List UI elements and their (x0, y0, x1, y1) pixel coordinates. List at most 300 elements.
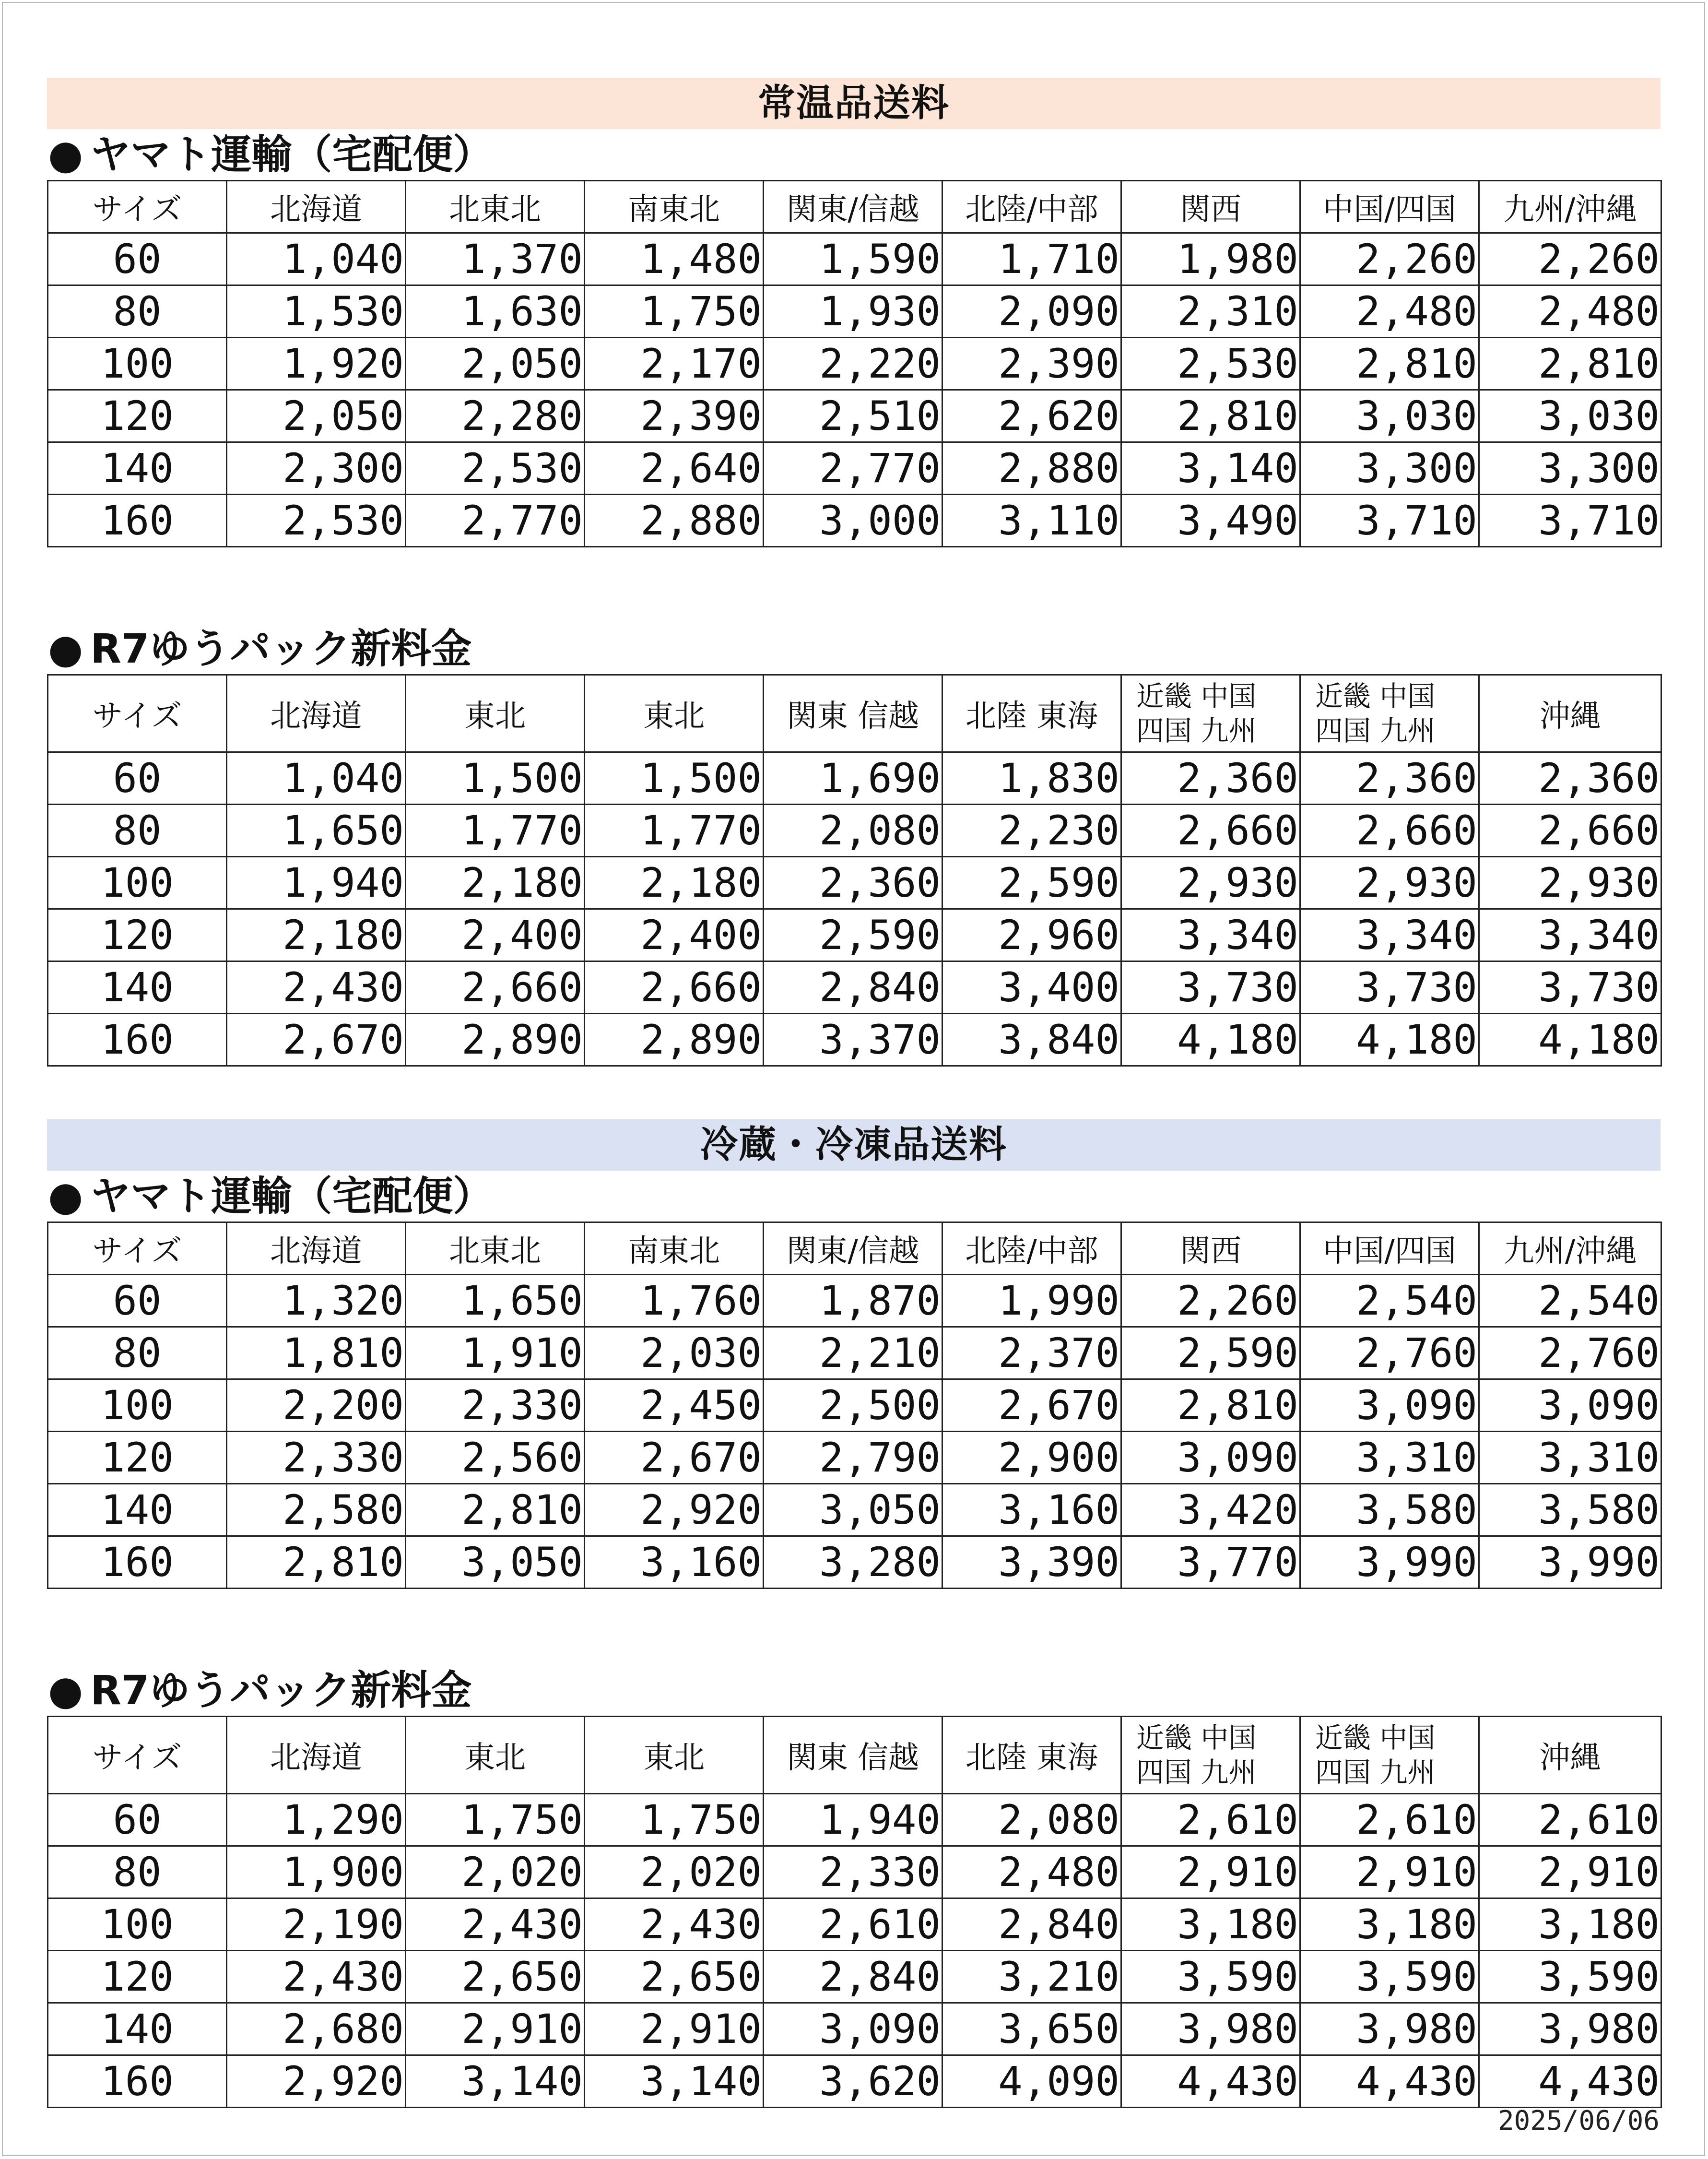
rate-cell: 2,910 (1300, 1846, 1479, 1898)
table-row (48, 961, 1661, 1014)
heading-text: ヤマト運輸（宅配便） (90, 131, 494, 178)
region-column-header: 九州/沖縄 (1479, 1222, 1661, 1275)
rate-cell: 3,980 (1300, 2003, 1479, 2055)
rate-cell: 1,760 (585, 1275, 764, 1327)
rate-cell: 4,090 (942, 2055, 1121, 2108)
table-row (48, 1432, 1661, 1484)
rate-cell: 2,280 (406, 390, 585, 442)
region-column-header: 南東北 (585, 1222, 764, 1275)
region-column-header: 九州/沖縄 (1479, 181, 1661, 233)
rate-cell: 2,810 (1121, 1379, 1300, 1432)
rate-cell: 2,050 (406, 338, 585, 390)
rate-cell: 2,260 (1300, 233, 1479, 285)
rate-cell: 1,500 (585, 752, 764, 805)
chilled-frozen-shipping-banner: 冷蔵・冷凍品送料 (47, 1119, 1661, 1171)
region-column-header: 東北 (406, 1717, 585, 1794)
rate-cell: 3,580 (1479, 1484, 1661, 1536)
size-column-header: サイズ (48, 1222, 227, 1275)
rate-cell: 3,090 (1121, 1432, 1300, 1484)
size-cell: 140 (48, 961, 227, 1014)
size-cell: 140 (48, 2003, 227, 2055)
rate-cell: 2,480 (1479, 285, 1661, 338)
region-column-header: 東北 (585, 675, 764, 752)
bullet-icon: ● (48, 1173, 83, 1220)
table-row (48, 1951, 1661, 2003)
table-row (48, 1275, 1661, 1327)
header-line: 四国 九州 (1136, 1756, 1257, 1789)
rate-cell: 2,080 (942, 1794, 1121, 1846)
rate-cell: 2,390 (942, 338, 1121, 390)
table-row (48, 390, 1661, 442)
rate-cell: 3,050 (406, 1536, 585, 1589)
shipping-rate-document (47, 78, 1661, 2108)
size-cell: 160 (48, 2055, 227, 2108)
rate-cell: 3,030 (1300, 390, 1479, 442)
rate-cell: 2,660 (1479, 805, 1661, 857)
size-cell: 120 (48, 909, 227, 961)
rate-cell: 4,430 (1479, 2055, 1661, 2108)
rate-cell: 2,220 (764, 338, 942, 390)
region-column-header (1300, 1717, 1479, 1794)
table-row (48, 2055, 1661, 2108)
rate-cell: 2,330 (406, 1379, 585, 1432)
rate-cell: 2,910 (1121, 1846, 1300, 1898)
header-row (48, 1717, 1661, 1794)
rate-cell: 2,170 (585, 338, 764, 390)
size-cell: 100 (48, 857, 227, 909)
rate-cell: 3,590 (1300, 1951, 1479, 2003)
bullet-icon: ● (48, 131, 83, 178)
rate-cell: 2,890 (406, 1014, 585, 1066)
rate-cell: 1,710 (942, 233, 1121, 285)
size-cell: 60 (48, 233, 227, 285)
rate-cell: 2,610 (1479, 1794, 1661, 1846)
rate-cell: 2,880 (942, 442, 1121, 495)
table-row (48, 1484, 1661, 1536)
rate-cell: 2,900 (942, 1432, 1121, 1484)
rate-cell: 2,540 (1479, 1275, 1661, 1327)
rate-cell: 1,920 (227, 338, 406, 390)
rate-cell: 3,710 (1300, 495, 1479, 547)
table-row (48, 285, 1661, 338)
rate-cell: 1,370 (406, 233, 585, 285)
rate-cell: 3,390 (942, 1536, 1121, 1589)
yupack-heading (47, 623, 1661, 674)
rate-cell: 3,590 (1121, 1951, 1300, 2003)
size-cell: 60 (48, 1794, 227, 1846)
rate-cell: 2,330 (764, 1846, 942, 1898)
rate-cell: 2,180 (227, 909, 406, 961)
rate-cell: 3,580 (1300, 1484, 1479, 1536)
rate-cell: 1,320 (227, 1275, 406, 1327)
rate-cell: 1,590 (764, 233, 942, 285)
header-row (48, 181, 1661, 233)
rate-cell: 3,400 (942, 961, 1121, 1014)
rate-cell: 2,590 (1121, 1327, 1300, 1379)
rate-cell: 2,360 (1121, 752, 1300, 805)
rate-cell: 3,090 (1479, 1379, 1661, 1432)
header-line: 四国 九州 (1136, 714, 1257, 747)
rate-cell: 2,300 (227, 442, 406, 495)
size-cell: 80 (48, 285, 227, 338)
size-column-header: サイズ (48, 1717, 227, 1794)
region-column-header: 沖縄 (1479, 675, 1661, 752)
rate-cell: 3,030 (1479, 390, 1661, 442)
rate-cell: 3,300 (1300, 442, 1479, 495)
region-column-header: 北海道 (227, 675, 406, 752)
yupack-heading (47, 1665, 1661, 1716)
size-cell: 60 (48, 1275, 227, 1327)
rate-cell: 2,430 (406, 1898, 585, 1951)
rate-cell: 2,810 (1479, 338, 1661, 390)
rate-cell: 2,810 (1121, 390, 1300, 442)
table-row (48, 752, 1661, 805)
rate-cell: 2,840 (764, 961, 942, 1014)
rate-cell: 2,670 (942, 1379, 1121, 1432)
region-column-header: 中国/四国 (1300, 181, 1479, 233)
rate-cell: 4,180 (1121, 1014, 1300, 1066)
rate-cell: 2,370 (942, 1327, 1121, 1379)
rate-cell: 2,910 (1479, 1846, 1661, 1898)
size-cell: 160 (48, 1014, 227, 1066)
rate-cell: 2,090 (942, 285, 1121, 338)
size-cell: 100 (48, 338, 227, 390)
size-column-header: サイズ (48, 181, 227, 233)
rate-cell: 2,790 (764, 1432, 942, 1484)
rate-cell: 2,180 (406, 857, 585, 909)
rate-cell: 1,530 (227, 285, 406, 338)
rate-cell: 2,590 (942, 857, 1121, 909)
rate-cell: 3,620 (764, 2055, 942, 2108)
rate-cell: 2,050 (227, 390, 406, 442)
region-column-header (1300, 675, 1479, 752)
rate-cell: 3,590 (1479, 1951, 1661, 2003)
rate-cell: 2,400 (406, 909, 585, 961)
rate-cell: 3,180 (1121, 1898, 1300, 1951)
rate-cell: 2,530 (1121, 338, 1300, 390)
rate-cell: 2,430 (227, 1951, 406, 2003)
rate-cell: 1,900 (227, 1846, 406, 1898)
rate-cell: 3,340 (1300, 909, 1479, 961)
region-column-header: 関西 (1121, 181, 1300, 233)
rate-cell: 2,910 (585, 2003, 764, 2055)
rate-cell: 2,560 (406, 1432, 585, 1484)
rate-cell: 3,180 (1300, 1898, 1479, 1951)
yupack-rate-table (47, 674, 1662, 1067)
rate-cell: 2,360 (1479, 752, 1661, 805)
rate-cell: 2,500 (764, 1379, 942, 1432)
rate-cell: 2,530 (227, 495, 406, 547)
heading-text: R7ゆうパック新料金 (90, 1667, 472, 1714)
rate-cell: 2,200 (227, 1379, 406, 1432)
rate-cell: 2,890 (585, 1014, 764, 1066)
size-cell: 120 (48, 1432, 227, 1484)
rate-cell: 2,390 (585, 390, 764, 442)
header-line: 近畿 中国 (1136, 1721, 1257, 1754)
rate-cell: 2,310 (1121, 285, 1300, 338)
rate-cell: 2,660 (406, 961, 585, 1014)
rate-cell: 2,610 (1121, 1794, 1300, 1846)
rate-cell: 2,760 (1479, 1327, 1661, 1379)
rate-cell: 2,680 (227, 2003, 406, 2055)
rate-cell: 2,610 (1300, 1794, 1479, 1846)
document-date: 2025/06/06 (1497, 2105, 1660, 2136)
rate-cell: 3,980 (1121, 2003, 1300, 2055)
size-cell: 160 (48, 1536, 227, 1589)
size-cell: 100 (48, 1379, 227, 1432)
table-row (48, 1379, 1661, 1432)
header-line: 四国 九州 (1315, 1756, 1436, 1789)
table-row (48, 857, 1661, 909)
rate-cell: 1,750 (406, 1794, 585, 1846)
size-cell: 80 (48, 1846, 227, 1898)
rate-cell: 2,840 (764, 1951, 942, 2003)
rate-cell: 2,260 (1479, 233, 1661, 285)
rate-cell: 2,660 (1121, 805, 1300, 857)
rate-cell: 2,810 (406, 1484, 585, 1536)
rate-cell: 3,710 (1479, 495, 1661, 547)
rate-cell: 2,660 (1300, 805, 1479, 857)
yupack-rate-table (47, 1716, 1662, 2108)
rate-cell: 1,500 (406, 752, 585, 805)
yamato-heading (47, 1171, 1661, 1222)
rate-cell: 3,980 (1479, 2003, 1661, 2055)
rate-cell: 3,140 (585, 2055, 764, 2108)
rate-cell: 2,610 (764, 1898, 942, 1951)
table-row (48, 1014, 1661, 1066)
rate-cell: 1,480 (585, 233, 764, 285)
rate-cell: 2,770 (764, 442, 942, 495)
rate-cell: 2,760 (1300, 1327, 1479, 1379)
rate-cell: 1,870 (764, 1275, 942, 1327)
rate-cell: 3,730 (1300, 961, 1479, 1014)
rate-cell: 1,750 (585, 285, 764, 338)
table-row (48, 1794, 1661, 1846)
rate-cell: 1,990 (942, 1275, 1121, 1327)
rate-cell: 3,300 (1479, 442, 1661, 495)
table-row (48, 1846, 1661, 1898)
rate-cell: 3,110 (942, 495, 1121, 547)
rate-cell: 3,650 (942, 2003, 1121, 2055)
header-row (48, 1222, 1661, 1275)
rate-cell: 3,340 (1121, 909, 1300, 961)
size-cell: 80 (48, 805, 227, 857)
rate-cell: 1,930 (764, 285, 942, 338)
rate-cell: 3,210 (942, 1951, 1121, 2003)
rate-cell: 2,910 (406, 2003, 585, 2055)
rate-cell: 2,540 (1300, 1275, 1479, 1327)
rate-cell: 3,090 (1300, 1379, 1479, 1432)
region-column-header: 関西 (1121, 1222, 1300, 1275)
rate-cell: 2,930 (1300, 857, 1479, 909)
rate-cell: 2,190 (227, 1898, 406, 1951)
table-row (48, 442, 1661, 495)
region-column-header: 北陸 東海 (942, 675, 1121, 752)
rate-cell: 2,480 (942, 1846, 1121, 1898)
bullet-icon: ● (48, 625, 83, 672)
rate-cell: 3,160 (585, 1536, 764, 1589)
rate-cell: 2,330 (227, 1432, 406, 1484)
rate-cell: 3,730 (1121, 961, 1300, 1014)
rate-cell: 1,290 (227, 1794, 406, 1846)
size-cell: 140 (48, 1484, 227, 1536)
region-column-header: 東北 (406, 675, 585, 752)
rate-cell: 3,770 (1121, 1536, 1300, 1589)
rate-cell: 1,040 (227, 752, 406, 805)
rate-cell: 2,020 (406, 1846, 585, 1898)
rate-cell: 3,000 (764, 495, 942, 547)
table-row (48, 2003, 1661, 2055)
rate-cell: 2,670 (227, 1014, 406, 1066)
region-column-header: 南東北 (585, 181, 764, 233)
region-column-header: 関東 信越 (764, 675, 942, 752)
region-column-header: 北東北 (406, 1222, 585, 1275)
rate-cell: 1,830 (942, 752, 1121, 805)
heading-text: ヤマト運輸（宅配便） (90, 1173, 494, 1220)
bullet-icon: ● (48, 1667, 83, 1714)
rate-cell: 1,980 (1121, 233, 1300, 285)
region-column-header: 関東/信越 (764, 181, 942, 233)
rate-cell: 1,940 (764, 1794, 942, 1846)
rate-cell: 2,810 (1300, 338, 1479, 390)
rate-cell: 3,310 (1479, 1432, 1661, 1484)
region-column-header (1121, 1717, 1300, 1794)
region-column-header: 沖縄 (1479, 1717, 1661, 1794)
region-column-header: 北陸 東海 (942, 1717, 1121, 1794)
rate-cell: 2,930 (1121, 857, 1300, 909)
region-column-header: 関東/信越 (764, 1222, 942, 1275)
rate-cell: 3,090 (764, 2003, 942, 2055)
header-line: 近畿 中国 (1315, 680, 1436, 712)
rate-cell: 1,810 (227, 1327, 406, 1379)
rate-cell: 2,650 (406, 1951, 585, 2003)
rate-cell: 4,180 (1300, 1014, 1479, 1066)
rate-cell: 2,260 (1121, 1275, 1300, 1327)
rate-cell: 3,730 (1479, 961, 1661, 1014)
rate-cell: 2,930 (1479, 857, 1661, 909)
rate-cell: 2,450 (585, 1379, 764, 1432)
rate-cell: 3,140 (406, 2055, 585, 2108)
region-column-header (1121, 675, 1300, 752)
table-row (48, 1898, 1661, 1951)
rate-cell: 3,180 (1479, 1898, 1661, 1951)
rate-cell: 2,080 (764, 805, 942, 857)
rate-cell: 3,140 (1121, 442, 1300, 495)
heading-text: R7ゆうパック新料金 (90, 625, 472, 672)
rate-cell: 2,810 (227, 1536, 406, 1589)
rate-cell: 2,530 (406, 442, 585, 495)
size-cell: 120 (48, 390, 227, 442)
size-cell: 140 (48, 442, 227, 495)
header-line: 近畿 中国 (1136, 680, 1257, 712)
rate-cell: 4,430 (1300, 2055, 1479, 2108)
rate-cell: 3,490 (1121, 495, 1300, 547)
rate-cell: 2,230 (942, 805, 1121, 857)
rate-cell: 3,370 (764, 1014, 942, 1066)
rate-cell: 2,840 (942, 1898, 1121, 1951)
rate-cell: 1,770 (585, 805, 764, 857)
size-cell: 80 (48, 1327, 227, 1379)
size-column-header: サイズ (48, 675, 227, 752)
rate-cell: 3,420 (1121, 1484, 1300, 1536)
region-column-header: 中国/四国 (1300, 1222, 1479, 1275)
yamato-rate-table (47, 1222, 1662, 1589)
table-row (48, 1327, 1661, 1379)
rate-cell: 3,160 (942, 1484, 1121, 1536)
rate-cell: 1,650 (406, 1275, 585, 1327)
region-column-header: 北陸/中部 (942, 181, 1121, 233)
rate-cell: 2,650 (585, 1951, 764, 2003)
section-spacer (47, 1067, 1661, 1119)
rate-cell: 2,880 (585, 495, 764, 547)
rate-cell: 2,920 (227, 2055, 406, 2108)
rate-cell: 2,640 (585, 442, 764, 495)
rate-cell: 3,990 (1300, 1536, 1479, 1589)
ambient-shipping-banner: 常温品送料 (47, 78, 1661, 129)
size-cell: 100 (48, 1898, 227, 1951)
rate-cell: 2,670 (585, 1432, 764, 1484)
region-column-header: 北陸/中部 (942, 1222, 1121, 1275)
rate-cell: 2,430 (585, 1898, 764, 1951)
rate-cell: 2,510 (764, 390, 942, 442)
rate-cell: 4,430 (1121, 2055, 1300, 2108)
table-row (48, 233, 1661, 285)
rate-cell: 2,430 (227, 961, 406, 1014)
yamato-rate-table (47, 180, 1662, 547)
rate-cell: 2,770 (406, 495, 585, 547)
rate-cell: 1,650 (227, 805, 406, 857)
rate-cell: 2,180 (585, 857, 764, 909)
region-column-header: 北海道 (227, 1717, 406, 1794)
rate-cell: 3,310 (1300, 1432, 1479, 1484)
header-row (48, 675, 1661, 752)
rate-cell: 1,910 (406, 1327, 585, 1379)
rate-cell: 2,030 (585, 1327, 764, 1379)
header-line: 四国 九州 (1315, 714, 1436, 747)
rate-cell: 2,590 (764, 909, 942, 961)
size-cell: 160 (48, 495, 227, 547)
table-row (48, 909, 1661, 961)
table-row (48, 805, 1661, 857)
rate-cell: 2,920 (585, 1484, 764, 1536)
rate-cell: 2,360 (1300, 752, 1479, 805)
table-row (48, 338, 1661, 390)
rate-cell: 3,280 (764, 1536, 942, 1589)
rate-cell: 3,050 (764, 1484, 942, 1536)
region-column-header: 北海道 (227, 1222, 406, 1275)
rate-cell: 3,340 (1479, 909, 1661, 961)
table-row (48, 1536, 1661, 1589)
rate-cell: 2,210 (764, 1327, 942, 1379)
table-spacer (47, 547, 1661, 623)
rate-cell: 1,750 (585, 1794, 764, 1846)
rate-cell: 2,400 (585, 909, 764, 961)
rate-cell: 2,620 (942, 390, 1121, 442)
rate-cell: 1,690 (764, 752, 942, 805)
yamato-heading (47, 129, 1661, 180)
rate-cell: 1,040 (227, 233, 406, 285)
rate-cell: 3,840 (942, 1014, 1121, 1066)
region-column-header: 東北 (585, 1717, 764, 1794)
size-cell: 60 (48, 752, 227, 805)
region-column-header: 北海道 (227, 181, 406, 233)
rate-cell: 3,990 (1479, 1536, 1661, 1589)
rate-cell: 2,480 (1300, 285, 1479, 338)
region-column-header: 北東北 (406, 181, 585, 233)
rate-cell: 1,770 (406, 805, 585, 857)
table-spacer (47, 1589, 1661, 1665)
header-line: 近畿 中国 (1315, 1721, 1436, 1754)
